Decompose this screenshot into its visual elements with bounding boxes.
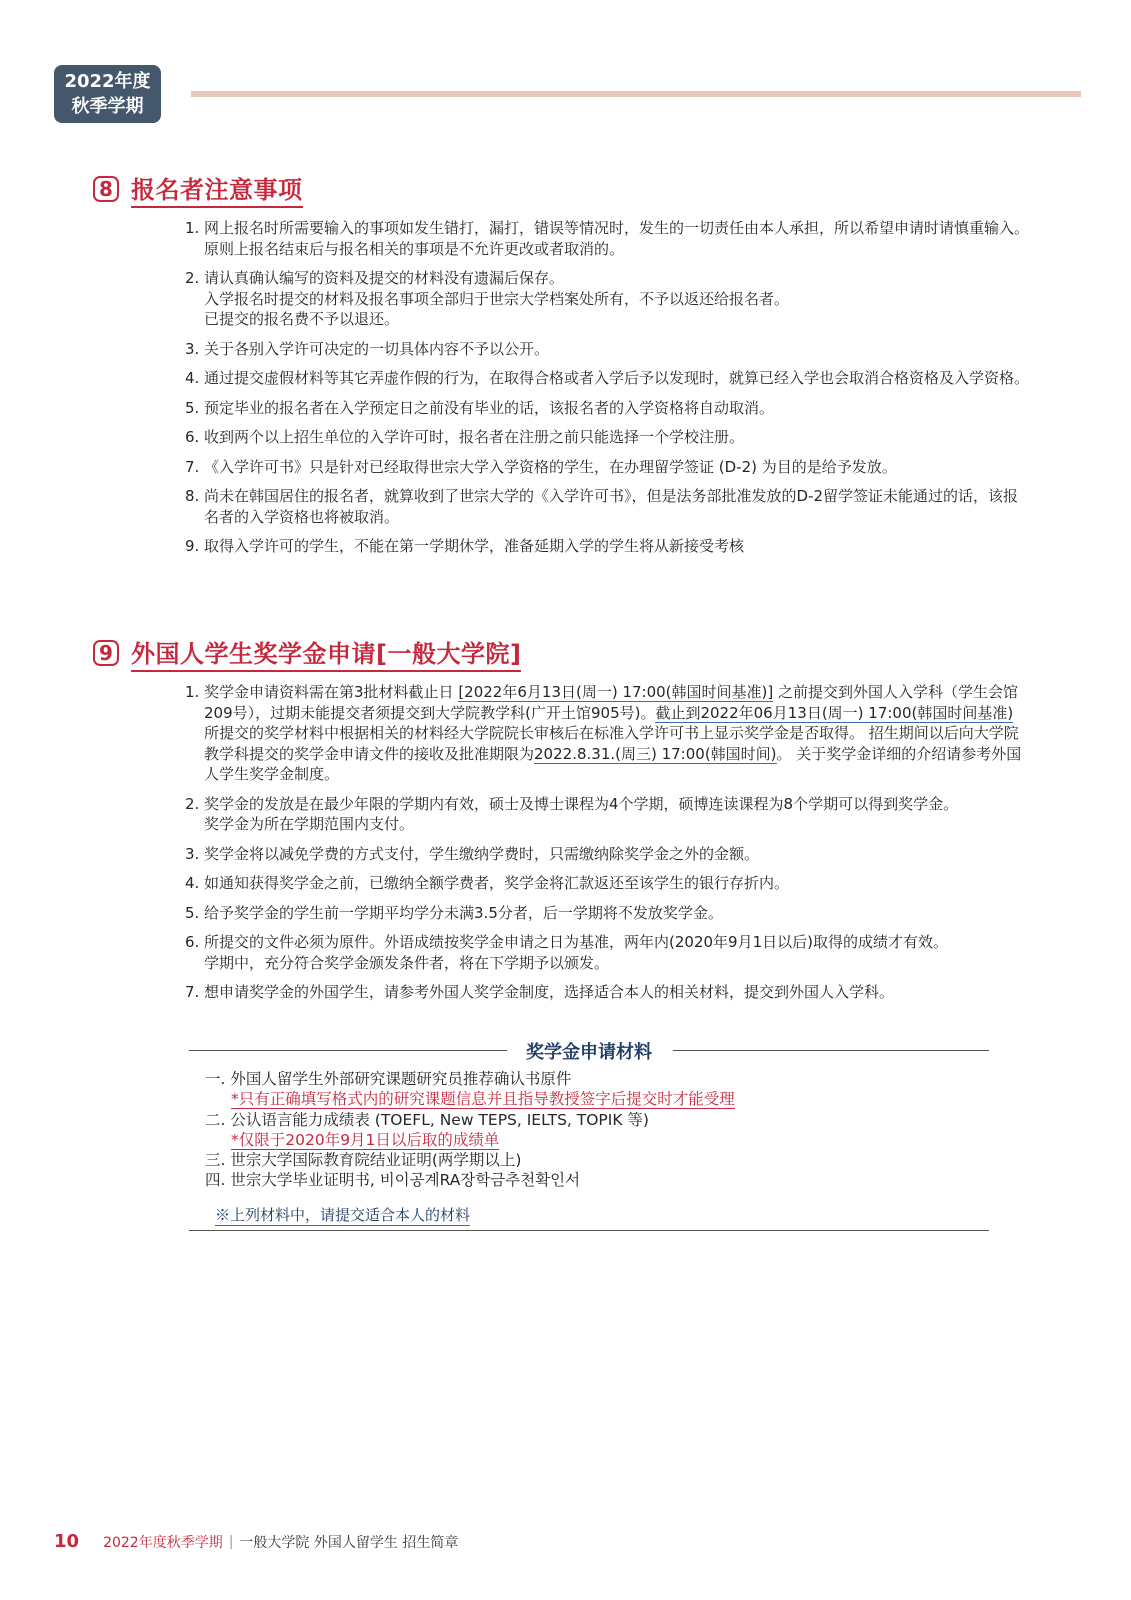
list-item: 7. 想申请奖学金的外国学生，请参考外国人奖学金制度，选择适合本人的相关材料，提交到外国人入学科。 xyxy=(185,983,895,1001)
material-item: 四. 世宗大学毕业证明书, 비이공계RA장학금추천확인서 xyxy=(205,1171,581,1190)
materials-heading xyxy=(189,1038,989,1062)
material-item: 二. 公认语言能力成绩表 (TOEFL, New TEPS, IELTS, TOPIK 等) xyxy=(205,1110,649,1129)
list-item: 4. 通过提交虚假材料等其它弄虚作假的行为，在取得合格或者入学后予以发现时，就算已经入学也会取消合格资格及入学资格。 xyxy=(185,369,1030,387)
page-footer xyxy=(54,1531,458,1552)
section-9-list xyxy=(185,682,1030,1012)
list-item: 1. 网上报名时所需要输入的事项如发生错打，漏打，错误等情况时，发生的一切责任由本人承担，所以希望申请时请慎重输入。原则上报名结束后与报名相关的事项是不允许更改或者取消的。 xyxy=(185,219,1030,258)
page-number: 10 xyxy=(54,1531,80,1552)
material-item: 一. 外国人留学生外部研究课题研究员推荐确认书原件 xyxy=(205,1070,572,1088)
section-8-heading xyxy=(93,170,303,208)
footer-separator: | xyxy=(228,1533,234,1550)
list-item: 1. 奖学金申请资料需在第3批材料截止日 [2022年6月13日(周一) 17:00(韩国时间基准)] 之前提交到外国人入学科（学生会馆209号），过期未能提交者须提交到大学院教学科(广开土馆905号)。截止到2022年06月13日(周一) 17:00(韩国时间基准) 所提交的奖学材料中根据相关的材料经大学院院长审核后在标准入学许可书上显示奖学金是否取得。 招生期间以后向大学院教学科提交的奖学金申请文件的接收及批准期限为2022.8.31.(周三) 17:00(韩国时间)。 关于奖学金详细的介绍请参考外国人学生奖学金制度。 xyxy=(185,683,1022,783)
section-9-number: 9 xyxy=(93,640,119,666)
list-item: 6. 所提交的文件必须为原件。外语成绩按奖学金申请之日为基准，两年内(2020年9月1日以后)取得的成绩才有效。 学期中，充分符合奖学金颁发条件者，将在下学期予以颁发。 xyxy=(185,933,948,972)
list-item: 8. 尚未在韩国居住的报名者，就算收到了世宗大学的《入学许可书》，但是法务部批准发放的D-2留学签证未能通过的话，该报名者的入学资格也将被取消。 xyxy=(185,487,1019,526)
list-item: 5. 预定毕业的报名者在入学预定日之前没有毕业的话，该报名者的入学资格将自动取消。 xyxy=(185,398,775,417)
materials-bottom-rule xyxy=(189,1230,989,1231)
list-item: 5. 给予奖学金的学生前一学期平均学分未满3.5分者，后一学期将不发放奖学金。 xyxy=(185,903,723,922)
footer-title: 一般大学院 外国人留学生 招生简章 xyxy=(239,1534,459,1551)
section-8-list xyxy=(185,218,1030,566)
footer-term: 2022年度秋季学期 xyxy=(103,1534,223,1551)
materials-footnote: ※上列材料中，请提交适合本人的材料 xyxy=(215,1206,471,1224)
list-item: 3. 奖学金将以减免学费的方式支付，学生缴纳学费时，只需缴纳除奖学金之外的金额。 xyxy=(185,844,760,863)
materials-title: 奖学金申请材料 xyxy=(512,1042,666,1063)
list-item: 2. 请认真确认编写的资料及提交的材料没有遗漏后保存。 入学报名时提交的材料及报名事项全部归于世宗大学档案处所有，不予以返还给报名者。 已提交的报名费不予以退还。 xyxy=(185,269,790,328)
header-rule xyxy=(191,91,1081,97)
material-note: *仅限于2020年9月1日以后取的成绩单 xyxy=(231,1130,500,1149)
list-item: 2. 奖学金的发放是在最少年限的学期内有效，硕士及博士课程为4个学期，硕博连读课程为8个学期可以得到奖学金。 奖学金为所在学期范围内支付。 xyxy=(185,794,959,833)
deadline-3: 2022.8.31.(周三) 17:00(韩国时间) xyxy=(534,744,777,763)
list-item: 7. 《入学许可书》只是针对已经取得世宗大学入学资格的学生，在办理留学签证 (D-2) 为目的是给予发放。 xyxy=(185,457,897,476)
section-9-title: 外国人学生奖学金申请[一般大学院] xyxy=(131,634,521,672)
badge-year: 2022年度 xyxy=(64,71,151,92)
list-item: 3. 关于各别入学许可决定的一切具体内容不予以公开。 xyxy=(185,339,550,358)
list-item: 6. 收到两个以上招生单位的入学许可时，报名者在注册之前只能选择一个学校注册。 xyxy=(185,428,745,446)
deadline-2: 截止到2022年06月13日(周一) 17:00(韩国时间基准) xyxy=(655,703,1014,722)
materials-list xyxy=(205,1069,735,1191)
material-note: *只有正确填写格式内的研究课题信息并且指导教授签字后提交时才能受理 xyxy=(231,1090,735,1109)
section-8-number: 8 xyxy=(93,176,119,202)
material-item: 三. 世宗大学国际教育院结业证明(两学期以上) xyxy=(205,1151,522,1170)
list-item: 4. 如通知获得奖学金之前，已缴纳全额学费者，奖学金将汇款返还至该学生的银行存折内。 xyxy=(185,874,790,892)
section-9-heading xyxy=(93,634,521,672)
deadline-1: [2022年6月13日(周一) 17:00(韩国时间基准)] xyxy=(458,683,774,701)
badge-term: 秋季学期 xyxy=(71,96,144,117)
section-8-title: 报名者注意事项 xyxy=(131,170,303,208)
list-item: 9. 取得入学许可的学生，不能在第一学期休学，准备延期入学的学生将从新接受考核 xyxy=(185,537,745,555)
term-badge xyxy=(54,65,161,123)
